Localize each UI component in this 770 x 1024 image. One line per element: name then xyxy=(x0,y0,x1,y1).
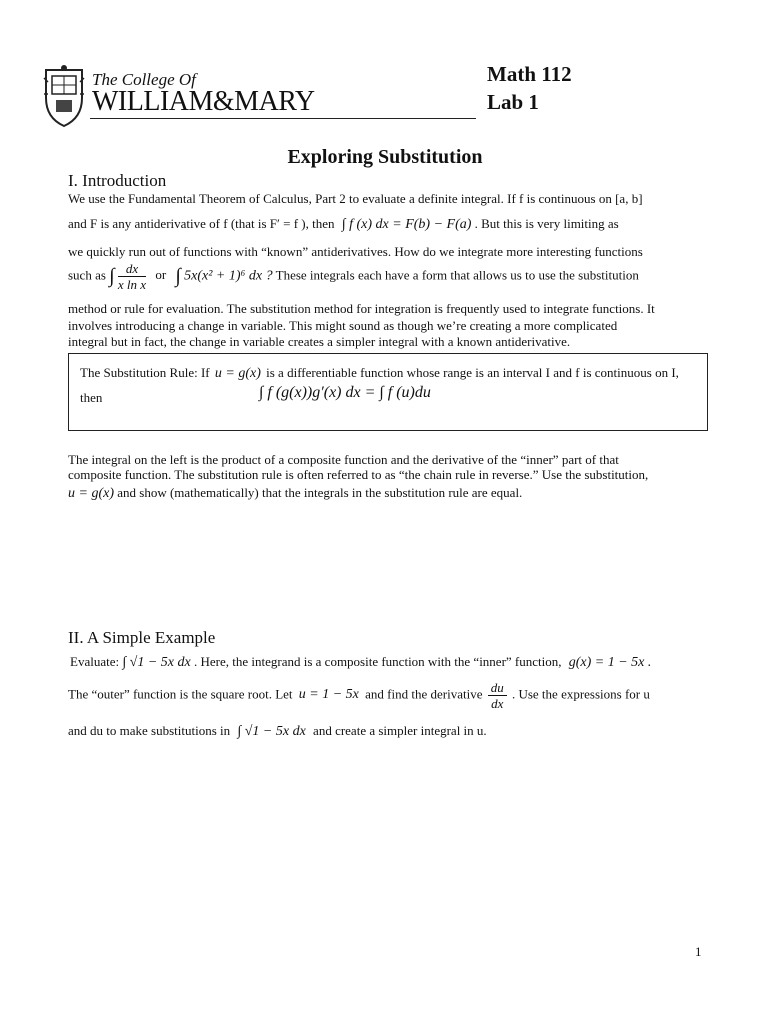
example-evaluate-label: Evaluate: xyxy=(70,654,120,669)
rule-u-equals: u = g(x) xyxy=(214,366,261,381)
dx-denominator: dx xyxy=(491,696,504,711)
intro-line-6 xyxy=(68,317,617,334)
page-number: 1 xyxy=(695,944,702,959)
substitution-rule-box xyxy=(68,353,708,431)
integral-fraction-1 xyxy=(118,261,146,292)
integral-sign-2: ∫ xyxy=(175,265,181,287)
college-name-line2: WILLIAM&MARY xyxy=(92,86,315,117)
intro-text-1: We use the Fundamental Theorem of Calculus, Part 2 to evaluate a definite integral. If f is continuous on [a, b] xyxy=(68,191,643,206)
example-integral-2: ∫ √1 − 5x dx xyxy=(237,724,306,739)
rule-text-1b: is a differentiable function whose range is an interval I and f is continuous on I, xyxy=(266,365,679,380)
para2-line-1: The integral on the left is the product of a composite function and the derivative of the “inner” part of that xyxy=(68,452,619,467)
header-rule xyxy=(90,118,476,119)
intro-line-7 xyxy=(68,333,570,350)
du-dx-fraction xyxy=(488,680,507,711)
para2-line-3 xyxy=(68,484,522,502)
crest-icon xyxy=(42,64,86,128)
intro-text-5: method or rule for evaluation. The substitution method for integration is frequently used to integrate functions. It xyxy=(68,301,655,316)
integral-sign: ∫ xyxy=(109,265,115,287)
intro-line-3 xyxy=(68,243,643,260)
example-text-3b: and create a simpler integral in u. xyxy=(313,723,487,738)
intro-line-4 xyxy=(68,261,639,292)
intro-line-5 xyxy=(68,300,655,317)
intro-text-3: we quickly run out of functions with “known” antiderivatives. How do we integrate more interesting functions xyxy=(68,244,643,259)
rule-text-1a: The Substitution Rule: If xyxy=(80,365,210,380)
intro-line-2 xyxy=(68,215,619,233)
para2-line-2: composite function. The substitution rule is often referred to as “the chain rule in reverse.” Use the substitution, xyxy=(68,467,649,482)
college-logo xyxy=(42,64,86,128)
intro-text-4a: such as xyxy=(68,267,106,283)
integral-2: 5x(x² + 1)⁶ dx ? xyxy=(184,268,273,284)
example-integral: ∫ √1 − 5x dx xyxy=(122,655,191,670)
rule-line-1 xyxy=(80,364,679,382)
lab-number: Lab 1 xyxy=(487,90,539,114)
intro-text-7: integral but in fact, the change in variable creates a simpler integral with a known antiderivative. xyxy=(68,334,571,349)
example-text-2c: . Use the expressions for u xyxy=(511,686,650,702)
example-line-3 xyxy=(68,722,487,740)
section-heading-example: II. A Simple Example xyxy=(68,628,216,647)
ftc-formula: ∫ f (x) dx = F(b) − F(a) xyxy=(341,217,472,232)
para2-u-equals: u = g(x) xyxy=(68,486,114,501)
intro-text-4b: These integrals each have a form that allows us to use the substitution xyxy=(275,267,639,283)
fraction-denominator: x ln x xyxy=(117,277,147,292)
example-text-2a: The “outer” function is the square root. Let xyxy=(68,686,293,702)
example-text-2b: and find the derivative xyxy=(365,686,483,702)
substitution-formula: ∫ f (g(x))g′(x) dx = ∫ f (u)du xyxy=(259,384,431,401)
college-name-line1: The College Of xyxy=(92,70,196,89)
page-title: Exploring Substitution xyxy=(287,146,483,168)
u-substitution: u = 1 − 5x xyxy=(298,687,359,703)
example-line-1 xyxy=(70,653,651,671)
fraction-numerator: dx xyxy=(118,261,146,277)
intro-text-2a: and F is any antiderivative of f (that is F′ = f ), then xyxy=(68,216,335,231)
example-text-1b: . Here, the integrand is a composite function with the “inner” function, xyxy=(194,654,562,669)
course-number: Math 112 xyxy=(487,62,572,86)
section-heading-introduction: I. Introduction xyxy=(68,171,167,190)
para2-text-3: and show (mathematically) that the integrals in the substitution rule are equal. xyxy=(117,485,523,500)
inner-function: g(x) = 1 − 5x . xyxy=(568,655,652,670)
intro-text-6: involves introducing a change in variable. This might sound as though we’re creating a more complicated xyxy=(68,318,618,333)
example-text-3a: and du to make substitutions in xyxy=(68,723,231,738)
du-numerator: du xyxy=(488,680,507,696)
rule-line-2-label: then xyxy=(80,390,103,405)
intro-text-2b: . But this is very limiting as xyxy=(474,216,619,231)
intro-line-1 xyxy=(68,190,643,207)
intro-or: or xyxy=(155,267,167,283)
example-line-2 xyxy=(68,680,650,711)
